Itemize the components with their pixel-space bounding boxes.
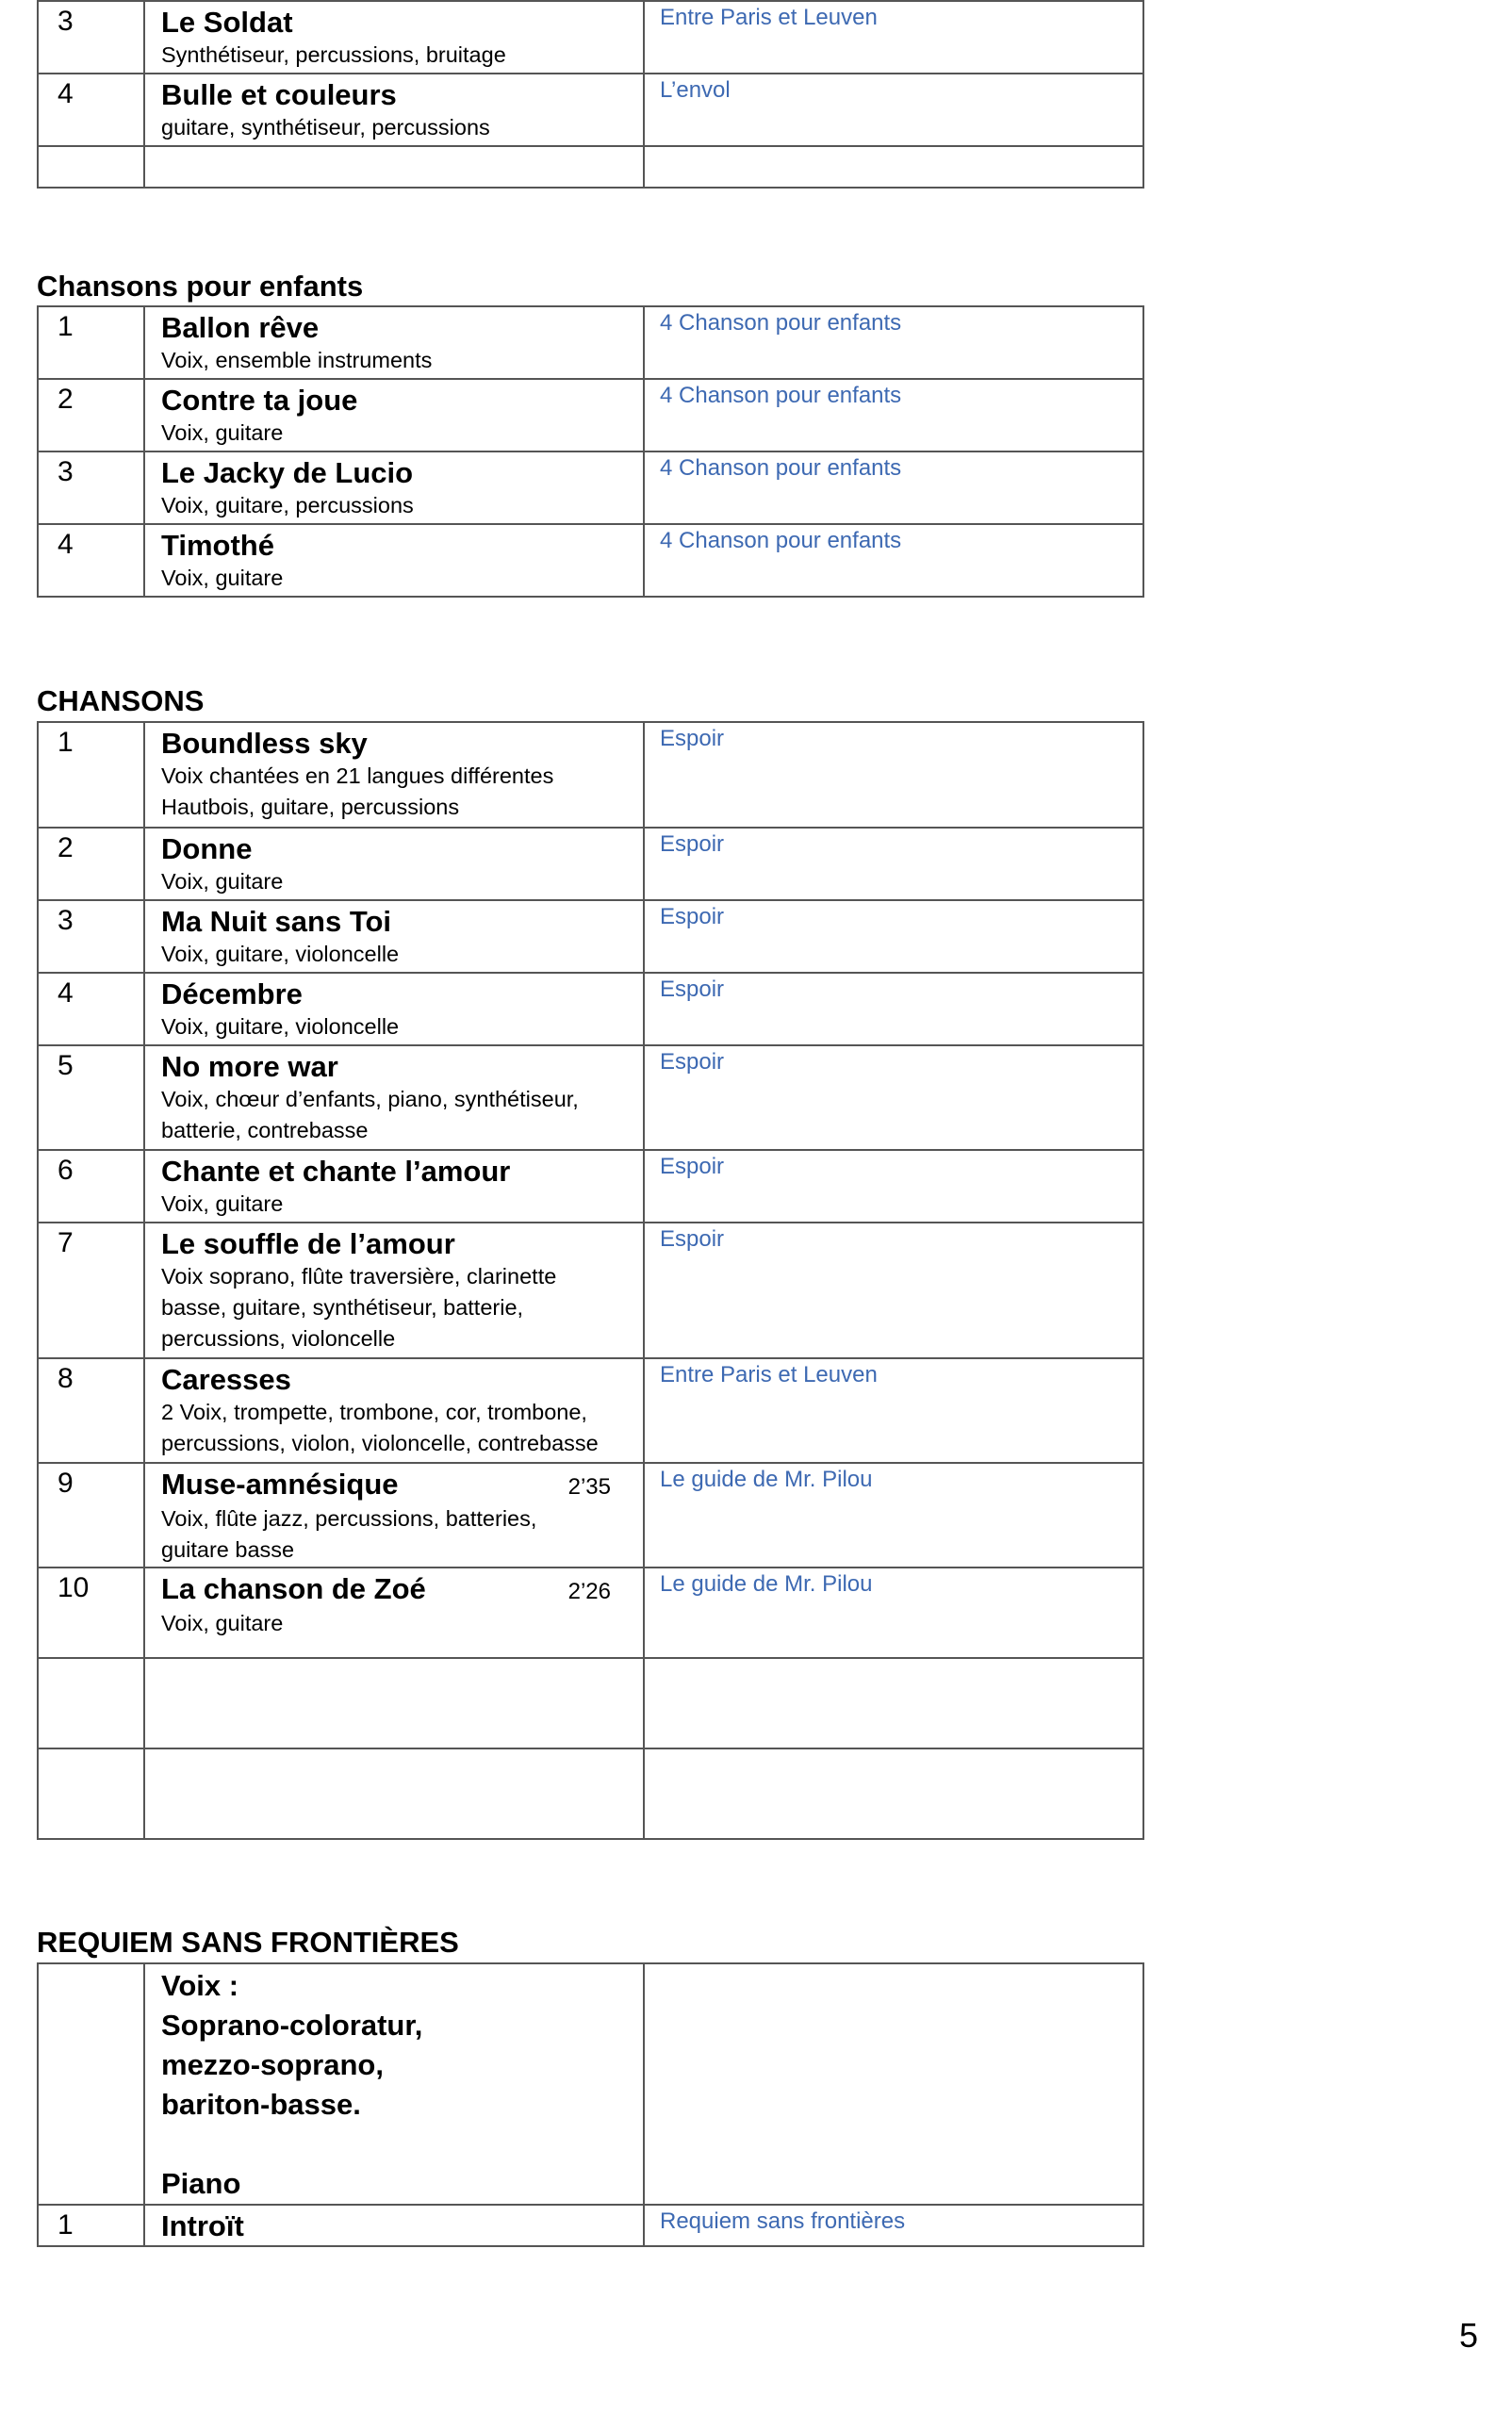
track-instruments: Voix, guitare: [161, 566, 284, 590]
album-name: Espoir: [660, 1154, 725, 1179]
table-row: [38, 1568, 1143, 1658]
album-name: Entre Paris et Leuven: [660, 5, 878, 30]
track-instruments: Voix, guitare, percussions: [161, 493, 414, 517]
track-instruments: Voix, ensemble instruments: [161, 348, 433, 372]
track-title: Boundless sky: [161, 727, 368, 760]
track-title: No more war: [161, 1050, 338, 1083]
track-number: 9: [58, 1468, 74, 1499]
table-row: [38, 973, 1143, 1045]
track-number: 3: [58, 6, 74, 37]
album-name: 4 Chanson pour enfants: [660, 310, 902, 336]
album-name: Espoir: [660, 977, 725, 1002]
table-row: [38, 524, 1143, 597]
track-instruments: Synthétiseur, percussions, bruitage: [161, 42, 506, 67]
track-number: 2: [58, 832, 74, 863]
track-title: Le souffle de l’amour: [161, 1227, 455, 1260]
track-number: 7: [58, 1227, 74, 1258]
track-instruments: 2 Voix, trompette, trombone, cor, trombone,: [161, 1400, 587, 1424]
track-instruments: Voix soprano, flûte traversière, clarinette: [161, 1264, 557, 1289]
track-title: Muse-amnésique: [161, 1468, 399, 1501]
track-instruments: Voix, guitare: [161, 420, 284, 445]
track-title: Timothé: [161, 529, 274, 562]
album-name: 4 Chanson pour enfants: [660, 528, 902, 553]
table-row: [38, 1358, 1143, 1463]
track-number: 4: [58, 977, 74, 1009]
track-number: 1: [58, 727, 74, 758]
album-name: Entre Paris et Leuven: [660, 1362, 878, 1387]
table-row: [38, 722, 1143, 828]
album-name: 4 Chanson pour enfants: [660, 455, 902, 481]
voice-line: mezzo-soprano,: [161, 2048, 384, 2081]
track-instruments: Voix, flûte jazz, percussions, batteries,: [161, 1506, 537, 1531]
track-instruments: Voix, guitare: [161, 1191, 284, 1216]
track-duration: 2’26: [567, 1579, 611, 1604]
voice-line: Voix :: [161, 1969, 239, 2002]
table-enfants: [37, 305, 1144, 598]
track-number: 2: [58, 384, 74, 415]
track-number: 5: [58, 1050, 74, 1081]
album-name: Espoir: [660, 831, 725, 857]
track-title: Ma Nuit sans Toi: [161, 905, 392, 938]
track-number: 3: [58, 456, 74, 487]
album-name: 4 Chanson pour enfants: [660, 383, 902, 408]
table-row: [38, 379, 1143, 451]
track-number: 4: [58, 78, 74, 109]
track-instruments: Voix, guitare: [161, 1611, 284, 1635]
table-row: [38, 2205, 1143, 2246]
track-title: Le Soldat: [161, 6, 293, 39]
album-name: Espoir: [660, 726, 725, 751]
track-duration: 2’35: [567, 1474, 611, 1500]
track-title: Ballon rêve: [161, 311, 320, 344]
track-number: 6: [58, 1155, 74, 1186]
album-name: L’envol: [660, 77, 731, 103]
track-title: Donne: [161, 832, 253, 865]
track-title: Décembre: [161, 977, 303, 1010]
empty-row: [38, 1748, 1143, 1839]
track-number: 1: [58, 311, 74, 342]
track-title: Chante et chante l’amour: [161, 1155, 511, 1188]
track-number: 4: [58, 529, 74, 560]
empty-row: [38, 146, 1143, 188]
track-instruments: guitare basse: [161, 1537, 295, 1562]
table-row: [38, 1, 1143, 74]
section-heading-enfants: Chansons pour enfants: [37, 270, 364, 303]
track-number: 3: [58, 905, 74, 936]
table-row: [38, 1045, 1143, 1150]
track-instruments: Voix chantées en 21 langues différentes: [161, 763, 554, 788]
page-number: 5: [1459, 2316, 1479, 2355]
table-row: [38, 74, 1143, 146]
album-name: Le guide de Mr. Pilou: [660, 1467, 873, 1492]
voices-row: [38, 1963, 1143, 2205]
voice-line: Soprano-coloratur,: [161, 2009, 423, 2042]
track-instruments: Hautbois, guitare, percussions: [161, 795, 460, 819]
track-instruments: Voix, chœur d’enfants, piano, synthétiseur,: [161, 1087, 579, 1111]
album-name: Espoir: [660, 1049, 725, 1075]
voices-list: [145, 1964, 643, 2204]
track-number: 8: [58, 1363, 74, 1394]
track-instruments: batterie, contrebasse: [161, 1118, 369, 1142]
table-row: [38, 828, 1143, 900]
track-instruments: basse, guitare, synthétiseur, batterie,: [161, 1295, 524, 1320]
track-number: 1: [58, 2209, 74, 2241]
track-instruments: Voix, guitare: [161, 869, 284, 894]
track-title: Introït: [161, 2209, 244, 2242]
table-row: [38, 1463, 1143, 1568]
voice-line: bariton-basse.: [161, 2088, 361, 2121]
track-title: Caresses: [161, 1363, 291, 1396]
table-chansons: [37, 721, 1144, 1840]
track-title: Contre ta joue: [161, 384, 358, 417]
album-name: Le guide de Mr. Pilou: [660, 1571, 873, 1597]
empty-row: [38, 1658, 1143, 1748]
track-instruments: percussions, violon, violoncelle, contrebasse: [161, 1431, 599, 1455]
album-name: Espoir: [660, 904, 725, 929]
table-row: [38, 306, 1143, 379]
table-row: [38, 1223, 1143, 1358]
table-top-continued: [37, 0, 1144, 189]
table-requiem: [37, 1962, 1144, 2247]
section-heading-chansons: CHANSONS: [37, 684, 205, 717]
track-instruments: guitare, synthétiseur, percussions: [161, 115, 490, 140]
table-row: [38, 451, 1143, 524]
track-instruments: Voix, guitare, violoncelle: [161, 1014, 400, 1039]
track-title: La chanson de Zoé: [161, 1572, 426, 1605]
album-name: Espoir: [660, 1226, 725, 1252]
track-instruments: Voix, guitare, violoncelle: [161, 942, 400, 966]
album-name: Requiem sans frontières: [660, 2208, 906, 2234]
track-number: 10: [58, 1572, 90, 1603]
voice-line: [161, 2125, 643, 2164]
track-title: Bulle et couleurs: [161, 78, 397, 111]
table-row: [38, 1150, 1143, 1223]
voice-line: Piano: [161, 2167, 241, 2200]
track-title: Le Jacky de Lucio: [161, 456, 414, 489]
track-instruments: percussions, violoncelle: [161, 1326, 396, 1351]
section-heading-requiem: REQUIEM SANS FRONTIÈRES: [37, 1926, 459, 1959]
table-row: [38, 900, 1143, 973]
